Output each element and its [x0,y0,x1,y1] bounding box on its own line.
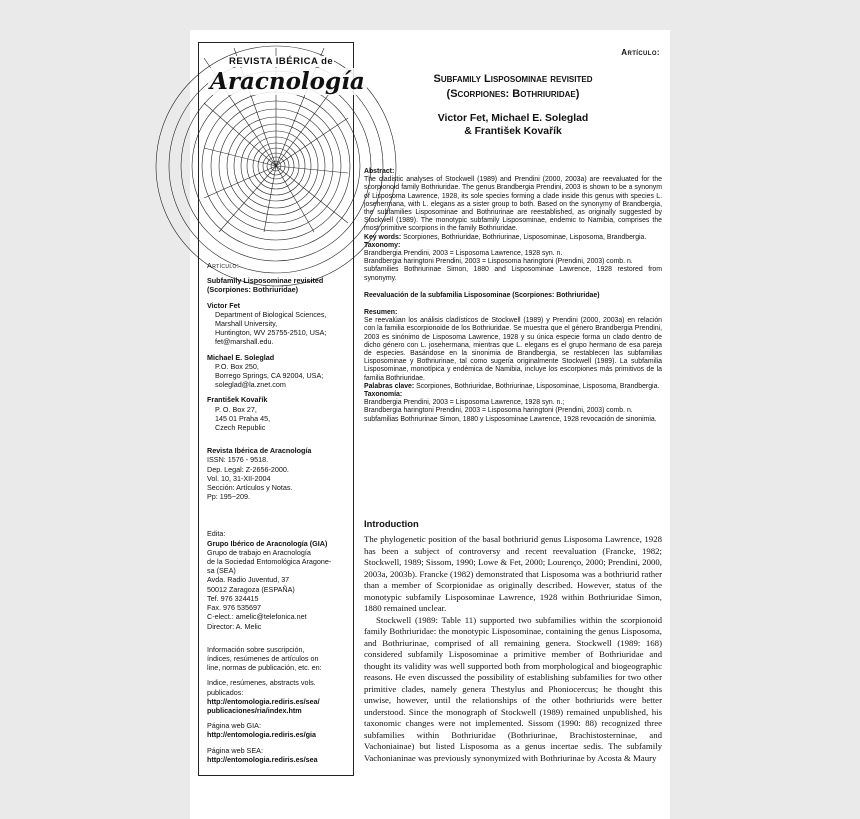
publisher-fax: Fax. 976 535697 [207,603,261,613]
publisher-line: sa (SEA) [207,566,236,576]
journal-info [207,446,353,501]
article-title-line: (Scorpiones: Bothriuridae) [446,88,580,100]
journal-section: Sección: Artículos y Notas. [207,483,293,493]
author-address-line: Borrego Springs, CA 92004, USA; [215,371,324,381]
publisher-line: Grupo de trabajo en Aracnología [207,547,311,557]
publisher-email: C-elect.: amelic@telefonica.net [207,612,307,622]
publisher-phone: Tef. 976 324415 [207,593,259,603]
journal-legal-deposit: Dep. Legal: Z-2656-2000. [207,464,289,474]
taxonomia-line: Brandbergia haringtoni Prendini, 2003 = Lisposoma haringtoni (Prendini, 2003) comb. n. [364,407,633,415]
gia-info [207,721,353,739]
author-address-line: Czech Republic [215,423,266,433]
article-title-line: Subfamily Lisposominae revisited [433,73,593,85]
sidebar-section-label: Artículo: [207,261,240,270]
sidebar-info [207,261,353,764]
author-name: Victor Fet [207,300,241,310]
taxonomia-heading: Taxonomía: [364,391,403,399]
taxonomia-line: Brandbergia Prendini, 2003 = Lisposoma Lawrence, 1928 syn. n.; [364,399,565,407]
author-address-line: P.O. Box 250, [215,361,259,371]
publisher-info [207,529,353,630]
sea-label: Página web SEA: [207,745,263,755]
logo-journal-name: Aracnología [210,68,365,95]
author-address-line: P. O. Box 27, [215,404,257,414]
index-url-link[interactable]: http://entomologia.rediris.es/sea/ publicaciones/ria/index.htm [207,696,320,715]
author-address-line: 145 01 Praha 45, [215,413,271,423]
abstract-heading: Abstract: [364,168,395,175]
publisher-name: Grupo Ibérico de Aracnología (GIA) [207,538,328,548]
abstract-text: The cladistic analyses of Stockwell (1989) and Prendini (2000, 2003a) are reevaluated for the scorpionoid family Bothriuridae. The genus Brandbergia Prendini, 2003 is shown to be a synonym of Lisposoma Lawrence, 1928, its sole species forming a clade inside this genus with species L. josehermana, with L. elegans as a sister group to both. Based on the synonymy of Brandbergia, the subfamilies Lisposominae and Bothriurinae are reestablished, as originally suggested by Stockwell (1989). The monotypic subfamily Lisposominae, endemic to Namibia, comprises the most primitive scorpions in the family Bothriuridae. [364,176,662,233]
journal-sidebar [198,42,365,776]
taxonomy-line: Brandbergia haringtoni Prendini, 2003 = Lisposoma haringtoni (Prendini, 2003) comb. n. [364,258,633,266]
section-label: Artículo: [621,48,660,57]
author-email: fet@marshall.edu. [215,337,274,347]
info-line: Información sobre suscripción, [207,644,305,654]
taxonomy-heading: Taxonomy: [364,241,401,249]
edita-label: Edita: [207,529,226,539]
keywords-label: Key words: [364,233,402,241]
abstract-section [364,168,662,424]
authors-line: & František Kovařík [464,126,562,137]
article-main-column [364,30,662,819]
publisher-line: 50012 Zaragoza (ESPAÑA) [207,584,295,594]
resumen-title: Reevaluación de la subfamilia Lisposominae (Scorpiones: Bothriuridae) [364,291,600,299]
index-info [207,678,353,715]
article-authors [364,112,662,138]
gia-label: Página web GIA: [207,721,261,731]
article-title [364,72,662,102]
taxonomy-line: Brandbergia Prendini, 2003 = Lisposoma Lawrence, 1928 syn. n. [364,250,563,258]
author-address-line: Department of Biological Sciences, [215,309,327,319]
keywords-text: Scorpiones, Bothriuridae, Bothriurinae, Lisposominae, Lisposoma, Brandbergia. [403,233,647,241]
taxonomia-line: subfamilias Bothriurinae Simon, 1880 y Lisposominae Lawrence, 1928 revocación de sinonimia. [364,415,657,423]
author-block [207,301,353,347]
introduction-body [364,534,662,764]
journal-logo [204,48,365,232]
resumen-text: Se reevalúan los análisis cladísticos de Stockwell (1989) y Prendini (2000, 2003a) en relación con la familia escorpionoide de los Bothriuridae. Se muestra que el género Brandbergia Prendini, 2003 es sinónimo de Lisposoma Lawrence, 1928 y su única especie forma un clado dentro de dicho género con L. josehermana, mientras que L. elegans es el grupo hermano de esa pareja de especies. Basándose en la sinonimia de Brandbergia, se restablecen las subfamilias Lisposominae y Bothriurinae, tal como sugería originalmente Stockwell (1989). La subfamilia Lisposominae, monotípica y endémica de Namibia, incluye los escorpiones más primitivos de la familia Bothriuridae. [364,317,662,382]
info-line: índices, resúmenes de artículos on [207,653,319,663]
gia-url-link[interactable]: http://entomologia.rediris.es/gia [207,730,317,740]
introduction-heading: Introduction [364,518,419,529]
taxonomy-line: subfamilies Bothriurinae Simon, 1880 and Lisposominae Lawrence, 1928 restored from synonymy. [364,266,662,282]
logo-journal-prefix: REVISTA IBÉRICA de [229,56,334,67]
authors-line: Victor Fet, Michael E. Soleglad [437,113,589,124]
publisher-line: Avda. Radio Juventud, 37 [207,575,290,585]
author-address-line: Huntington, WV 25755-2510, USA; [215,328,327,338]
palabras-clave [364,383,662,391]
index-line: publicados: [207,687,244,697]
journal-pages: Pp: 195−209. [207,492,250,502]
sea-info [207,746,353,764]
author-block [207,395,353,432]
journal-issn: ISSN: 1576 - 9518. [207,455,269,465]
index-line: Indice, resúmenes, abstracts vols. [207,678,316,688]
publisher-director: Director: A. Melic [207,621,262,631]
author-block [207,353,353,390]
author-name: František Kovařík [207,395,268,405]
intro-paragraph: Stockwell (1989: Table 11) supported two subfamilies within the scorpionoid family Bothriuridae: the monotypic Lisposominae, containing the genus Lisposoma, and Bothriurinae, comprised of all remaining genera. Stockwell (1989: 168) considered subfamily Lisposominae a primitive member of Bothriuridae and thought its validity was well supported both from morphological and biogeographic reasons. He even discussed the possibility of establishing subfamilies for two other primitive clades, namely genera Thestylus and Phoniocercus; he thought this unwise, however, until the relationships of the other bothriurids were better understood. Since the monograph of Stockwell (1989) remained unpublished, his taxonomic changes were not implemented. Sissom (1990: 88) recognized three subfamilies within Bothriuridae (Bothriurinae, Brachistosterninae, and Vachoniainae) but listed Lisposoma as a genus incertae sedis. The subfamily Vachonianinae was previously synonymized with Bothriurinae by Acosta & Maury [364,614,662,763]
palabras-clave-label: Palabras clave: [364,382,415,390]
journal-volume: Vol. 10, 31-XII-2004 [207,473,271,483]
author-address-line: Marshall University, [215,319,278,329]
info-line: line, normas de publicación, etc. en: [207,663,322,673]
palabras-clave-text: Scorpiones, Bothriuridae, Bothriurinae, Lisposominae, Lisposoma, Brandbergia. [416,382,660,390]
keywords [364,234,662,242]
author-name: Michael E. Soleglad [207,352,275,362]
publisher-line: de la Sociedad Entomológica Aragone- [207,557,332,567]
author-email: soleglad@la.znet.com [215,380,286,390]
sidebar-article-title: Subfamily Lisposominae revisited (Scorpiones: Bothriuridae) [207,276,324,295]
journal-page [190,30,670,819]
subscription-info [207,645,353,673]
resumen-heading: Resumen: [364,309,398,317]
journal-name: Revista Ibérica de Aracnología [207,446,312,456]
intro-paragraph: The phylogenetic position of the basal bothriurid genus Lisposoma Lawrence, 1928 has been a subject of controversy and recent reevaluation (Francke, 1982; Stockwell, 1989; Sissom, 1990; Lowe & Fet, 2000; Lourenço, 2000; Prendini, 2000, 2003a, 2003b). Francke (1982) demonstrated that Lisposoma was a bothriurid rather than a member of Scorpionidae as originally described. However, status of the monotypic subfamily Lisposominae Lawrence, 1928 within Bothriuridae Simon, 1880 remained unclear. [364,534,662,613]
sea-url-link[interactable]: http://entomologia.rediris.es/sea [207,754,318,764]
